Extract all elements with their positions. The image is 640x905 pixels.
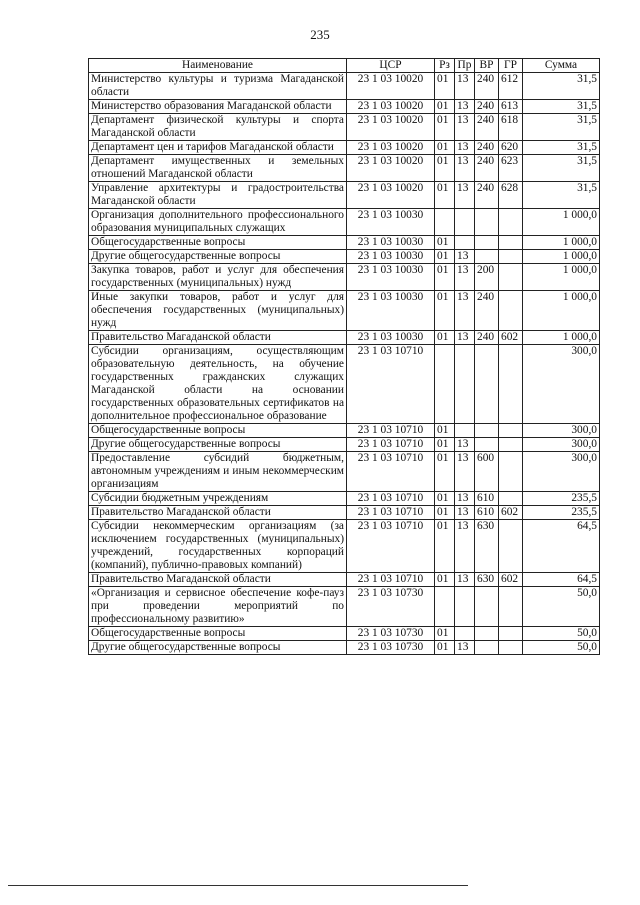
cell-sum: 64,5 [523, 520, 600, 573]
cell-rz [435, 345, 455, 424]
cell-rz: 01 [435, 291, 455, 331]
cell-sum: 50,0 [523, 641, 600, 655]
cell-vr: 240 [475, 182, 499, 209]
cell-name: Общегосударственные вопросы [89, 236, 347, 250]
cell-gr [499, 627, 523, 641]
table-row [89, 345, 600, 424]
cell-sum: 300,0 [523, 438, 600, 452]
cell-gr: 623 [499, 155, 523, 182]
table-row [89, 141, 600, 155]
cell-csr: 23 1 03 10020 [347, 114, 435, 141]
cell-name: Иные закупки товаров, работ и услуг для обеспечения государственных (муниципальных) нужд [89, 291, 347, 331]
cell-gr: 620 [499, 141, 523, 155]
cell-sum: 1 000,0 [523, 291, 600, 331]
cell-rz: 01 [435, 641, 455, 655]
page-bottom-rule [8, 885, 468, 886]
header-rz: Рз [435, 59, 455, 73]
cell-gr: 613 [499, 100, 523, 114]
cell-name: Департамент имущественных и земельных отношений Магаданской области [89, 155, 347, 182]
cell-csr: 23 1 03 10730 [347, 641, 435, 655]
cell-sum: 300,0 [523, 452, 600, 492]
cell-sum: 31,5 [523, 182, 600, 209]
cell-gr: 602 [499, 573, 523, 587]
cell-pr: 13 [455, 73, 475, 100]
table-row [89, 236, 600, 250]
table-row [89, 506, 600, 520]
cell-pr: 13 [455, 182, 475, 209]
cell-vr: 240 [475, 291, 499, 331]
cell-rz: 01 [435, 424, 455, 438]
cell-name: Закупка товаров, работ и услуг для обеспечения государственных (муниципальных) нужд [89, 264, 347, 291]
cell-rz: 01 [435, 492, 455, 506]
cell-name: Организация дополнительного профессионального образования муниципальных служащих [89, 209, 347, 236]
cell-name: Министерство образования Магаданской области [89, 100, 347, 114]
cell-pr: 13 [455, 492, 475, 506]
cell-name: Субсидии некоммерческим организациям (за исключением государственных (муниципальных) учреждений, государственных корпораций (компаний), публично-правовых компаний) [89, 520, 347, 573]
cell-csr: 23 1 03 10020 [347, 73, 435, 100]
table-row [89, 452, 600, 492]
header-gr: ГР [499, 59, 523, 73]
budget-table [88, 58, 600, 655]
cell-csr: 23 1 03 10710 [347, 506, 435, 520]
cell-pr: 13 [455, 452, 475, 492]
cell-gr [499, 520, 523, 573]
table-row [89, 209, 600, 236]
cell-gr [499, 641, 523, 655]
cell-sum: 1 000,0 [523, 209, 600, 236]
cell-rz: 01 [435, 452, 455, 492]
cell-csr: 23 1 03 10710 [347, 492, 435, 506]
cell-name: Департамент цен и тарифов Магаданской области [89, 141, 347, 155]
header-csr: ЦСР [347, 59, 435, 73]
cell-gr [499, 250, 523, 264]
cell-sum: 300,0 [523, 345, 600, 424]
cell-name: Правительство Магаданской области [89, 573, 347, 587]
cell-vr: 240 [475, 73, 499, 100]
cell-gr: 628 [499, 182, 523, 209]
cell-vr [475, 641, 499, 655]
cell-sum: 31,5 [523, 155, 600, 182]
cell-name: Другие общегосударственные вопросы [89, 250, 347, 264]
cell-rz: 01 [435, 506, 455, 520]
cell-vr [475, 587, 499, 627]
table-row [89, 114, 600, 141]
cell-vr [475, 236, 499, 250]
cell-csr: 23 1 03 10030 [347, 209, 435, 236]
table-row [89, 73, 600, 100]
cell-pr: 13 [455, 573, 475, 587]
cell-csr: 23 1 03 10020 [347, 155, 435, 182]
header-vr: ВР [475, 59, 499, 73]
table-row [89, 492, 600, 506]
cell-name: Другие общегосударственные вопросы [89, 641, 347, 655]
cell-name: Департамент физической культуры и спорта Магаданской области [89, 114, 347, 141]
cell-rz: 01 [435, 114, 455, 141]
table-row [89, 291, 600, 331]
table-row [89, 438, 600, 452]
cell-csr: 23 1 03 10710 [347, 438, 435, 452]
cell-csr: 23 1 03 10710 [347, 520, 435, 573]
cell-rz: 01 [435, 100, 455, 114]
cell-vr: 240 [475, 331, 499, 345]
cell-csr: 23 1 03 10710 [347, 424, 435, 438]
cell-rz [435, 209, 455, 236]
cell-rz: 01 [435, 573, 455, 587]
cell-rz: 01 [435, 264, 455, 291]
cell-gr [499, 438, 523, 452]
cell-vr: 610 [475, 506, 499, 520]
cell-gr [499, 587, 523, 627]
cell-name: Правительство Магаданской области [89, 506, 347, 520]
cell-name: Субсидии организациям, осуществляющим образовательную деятельность, на обучение государственных гражданских служащих Магаданской области на основании государственных образовательных сертификатов на дополнительное профессиональное образование [89, 345, 347, 424]
cell-pr: 13 [455, 520, 475, 573]
cell-name: Другие общегосударственные вопросы [89, 438, 347, 452]
cell-sum: 1 000,0 [523, 236, 600, 250]
cell-sum: 1 000,0 [523, 250, 600, 264]
cell-sum: 31,5 [523, 114, 600, 141]
cell-vr [475, 438, 499, 452]
table-header-row [89, 59, 600, 73]
cell-gr [499, 291, 523, 331]
table-row [89, 155, 600, 182]
cell-csr: 23 1 03 10030 [347, 250, 435, 264]
cell-vr [475, 424, 499, 438]
cell-rz: 01 [435, 73, 455, 100]
header-pr: Пр [455, 59, 475, 73]
cell-sum: 1 000,0 [523, 331, 600, 345]
cell-pr: 13 [455, 141, 475, 155]
cell-csr: 23 1 03 10030 [347, 264, 435, 291]
cell-sum: 50,0 [523, 587, 600, 627]
cell-rz: 01 [435, 438, 455, 452]
cell-rz: 01 [435, 627, 455, 641]
cell-csr: 23 1 03 10030 [347, 291, 435, 331]
cell-rz: 01 [435, 250, 455, 264]
cell-pr: 13 [455, 114, 475, 141]
cell-csr: 23 1 03 10710 [347, 452, 435, 492]
cell-rz [435, 587, 455, 627]
cell-pr: 13 [455, 155, 475, 182]
table-row [89, 587, 600, 627]
cell-name: Общегосударственные вопросы [89, 627, 347, 641]
cell-gr [499, 345, 523, 424]
cell-pr [455, 424, 475, 438]
table-row [89, 182, 600, 209]
cell-vr: 200 [475, 264, 499, 291]
cell-gr [499, 492, 523, 506]
cell-pr: 13 [455, 641, 475, 655]
cell-vr: 630 [475, 573, 499, 587]
cell-pr [455, 627, 475, 641]
cell-vr: 240 [475, 100, 499, 114]
cell-vr [475, 345, 499, 424]
cell-gr [499, 452, 523, 492]
cell-pr [455, 587, 475, 627]
cell-sum: 300,0 [523, 424, 600, 438]
cell-vr: 610 [475, 492, 499, 506]
cell-sum: 1 000,0 [523, 264, 600, 291]
cell-gr [499, 424, 523, 438]
cell-vr [475, 627, 499, 641]
table-row [89, 424, 600, 438]
cell-vr [475, 209, 499, 236]
cell-csr: 23 1 03 10030 [347, 236, 435, 250]
cell-sum: 64,5 [523, 573, 600, 587]
cell-rz: 01 [435, 155, 455, 182]
cell-csr: 23 1 03 10730 [347, 587, 435, 627]
cell-pr [455, 209, 475, 236]
cell-name: «Организация и сервисное обеспечение кофе-пауз при проведении мероприятий по профессиональному развитию» [89, 587, 347, 627]
cell-csr: 23 1 03 10710 [347, 573, 435, 587]
header-sum: Сумма [523, 59, 600, 73]
cell-sum: 50,0 [523, 627, 600, 641]
cell-gr [499, 264, 523, 291]
cell-name: Общегосударственные вопросы [89, 424, 347, 438]
cell-rz: 01 [435, 236, 455, 250]
table-body [89, 73, 600, 655]
cell-sum: 235,5 [523, 492, 600, 506]
cell-name: Субсидии бюджетным учреждениям [89, 492, 347, 506]
table-row [89, 573, 600, 587]
cell-vr: 240 [475, 114, 499, 141]
cell-vr: 630 [475, 520, 499, 573]
table-row [89, 520, 600, 573]
table-row [89, 264, 600, 291]
cell-pr [455, 345, 475, 424]
cell-gr: 618 [499, 114, 523, 141]
cell-csr: 23 1 03 10710 [347, 345, 435, 424]
cell-name: Предоставление субсидий бюджетным, автономным учреждениям и иным некоммерческим организациям [89, 452, 347, 492]
cell-sum: 31,5 [523, 100, 600, 114]
page-number: 235 [310, 27, 330, 42]
cell-csr: 23 1 03 10020 [347, 141, 435, 155]
cell-sum: 235,5 [523, 506, 600, 520]
cell-name: Министерство культуры и туризма Магаданской области [89, 73, 347, 100]
cell-name: Управление архитектуры и градостроительства Магаданской области [89, 182, 347, 209]
cell-gr: 612 [499, 73, 523, 100]
cell-sum: 31,5 [523, 141, 600, 155]
cell-rz: 01 [435, 141, 455, 155]
cell-sum: 31,5 [523, 73, 600, 100]
cell-vr: 240 [475, 141, 499, 155]
cell-csr: 23 1 03 10020 [347, 100, 435, 114]
table-row [89, 331, 600, 345]
cell-csr: 23 1 03 10730 [347, 627, 435, 641]
cell-vr: 600 [475, 452, 499, 492]
header-name: Наименование [89, 59, 347, 73]
cell-csr: 23 1 03 10020 [347, 182, 435, 209]
cell-pr: 13 [455, 264, 475, 291]
cell-pr: 13 [455, 100, 475, 114]
cell-name: Правительство Магаданской области [89, 331, 347, 345]
cell-vr: 240 [475, 155, 499, 182]
cell-vr [475, 250, 499, 264]
table-row [89, 641, 600, 655]
table-row [89, 627, 600, 641]
cell-pr: 13 [455, 506, 475, 520]
table-row [89, 100, 600, 114]
cell-rz: 01 [435, 182, 455, 209]
cell-gr: 602 [499, 506, 523, 520]
cell-pr: 13 [455, 250, 475, 264]
cell-gr [499, 209, 523, 236]
cell-rz: 01 [435, 520, 455, 573]
cell-pr: 13 [455, 291, 475, 331]
cell-csr: 23 1 03 10030 [347, 331, 435, 345]
cell-gr [499, 236, 523, 250]
cell-pr: 13 [455, 438, 475, 452]
cell-pr [455, 236, 475, 250]
cell-pr: 13 [455, 331, 475, 345]
cell-rz: 01 [435, 331, 455, 345]
cell-gr: 602 [499, 331, 523, 345]
table-row [89, 250, 600, 264]
